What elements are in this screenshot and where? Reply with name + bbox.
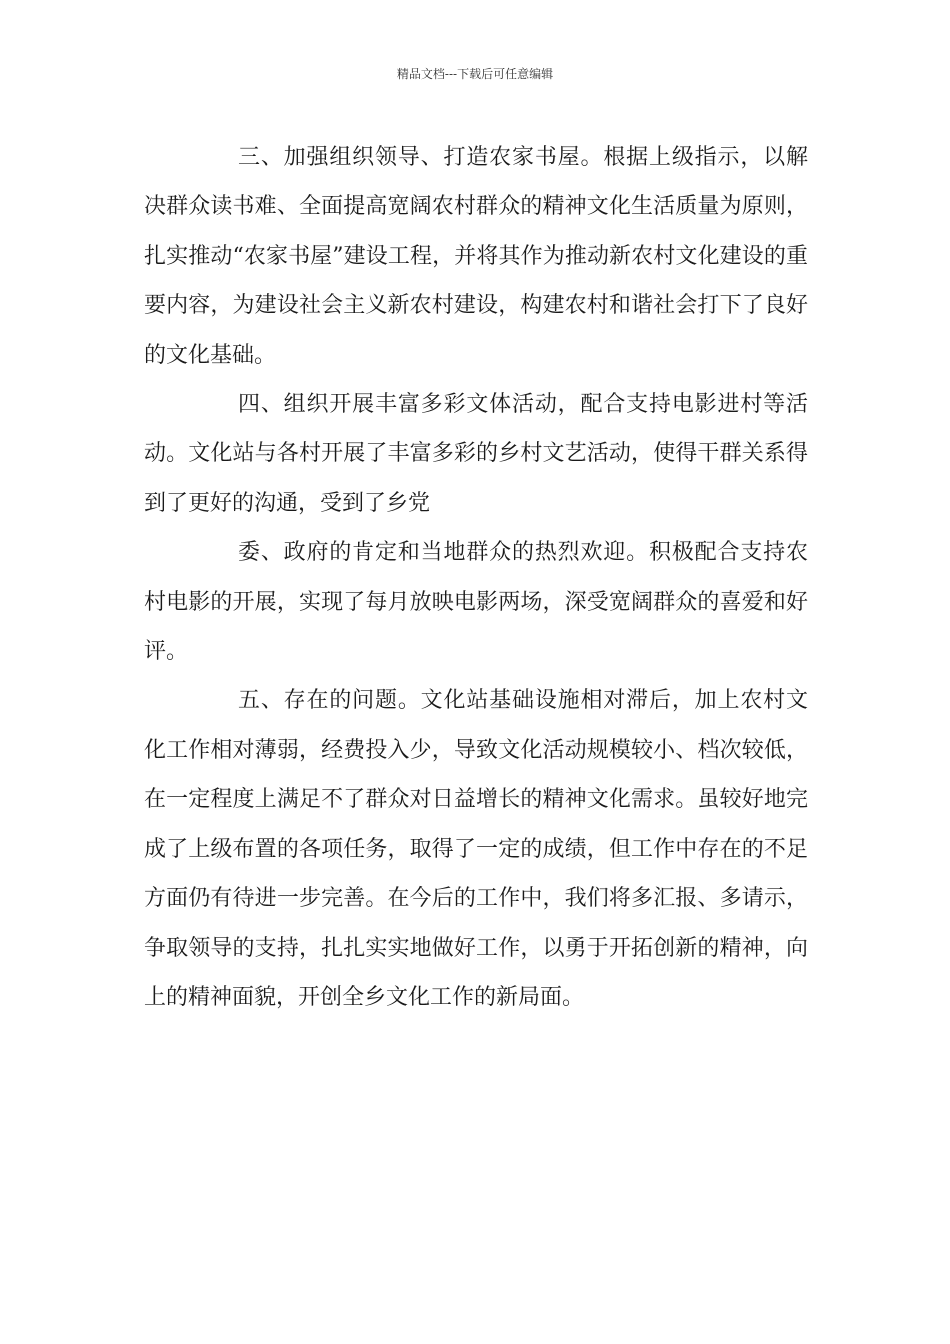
paragraph-farmhouse-library: 三、加强组织领导、打造农家书屋。根据上级指示，以解决群众读书难、全面提高宽阔农村群众的精神文化生活质量为原则，扎实推动“农家书屋”建设工程，并将其作为推动新农村文化建设的重要内容，为建设社会主义新农村建设，构建农村和谐社会打下了良好的文化基础。 <box>144 145 808 368</box>
document-body <box>144 133 808 1022</box>
paragraph-cultural-activities: 四、组织开展丰富多彩文体活动，配合支持电影进村等活动。文化站与各村开展了丰富多彩的乡村文艺活动，使得干群关系得到了更好的沟通，受到了乡党 <box>144 392 808 516</box>
paragraph-government-recognition: 委、政府的肯定和当地群众的热烈欢迎。积极配合支持农村电影的开展，实现了每月放映电影两场，深受宽阔群众的喜爱和好评。 <box>144 540 808 665</box>
paragraph-existing-problems: 五、存在的问题。文化站基础设施相对滞后，加上农村文化工作相对薄弱，经费投入少，导致文化活动规模较小、档次较低，在一定程度上满足不了群众对日益增长的精神文化需求。虽较好地完成了上级布置的各项任务，取得了一定的成绩，但工作中存在的不足方面仍有待进一步完善。在今后的工作中，我们将多汇报、多请示，争取领导的支持，扎扎实实地做好工作，以勇于开拓创新的精神，向上的精神面貌，开创全乡文化工作的新局面。 <box>144 688 808 1010</box>
page-header: 精品文档---下载后可任意编辑 <box>396 67 554 81</box>
